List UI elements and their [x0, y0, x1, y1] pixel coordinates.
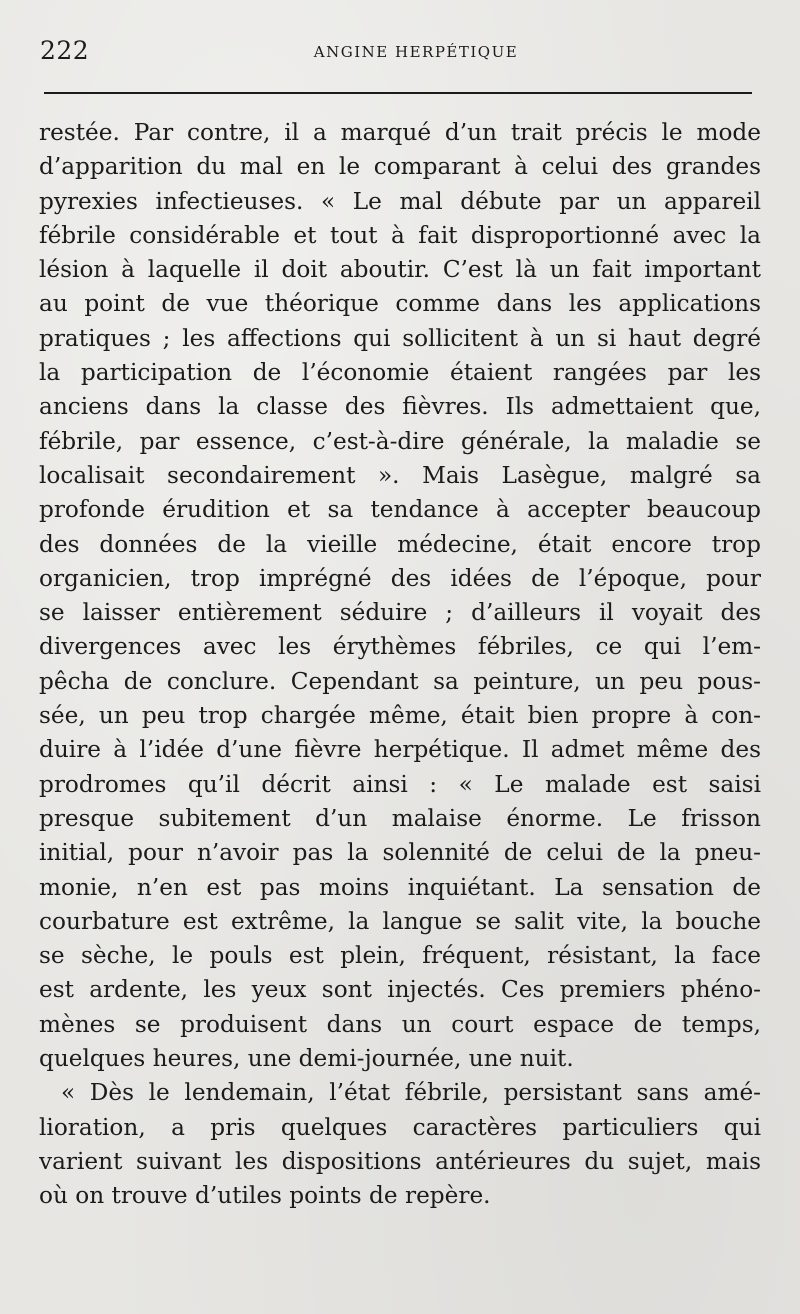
text-line: restée. Par contre, il a marqué d’un trait précis le mode — [39, 119, 761, 146]
text-line: divergences avec les érythèmes fébriles, ce qui l’em- — [39, 633, 761, 661]
body-text — [39, 116, 761, 1214]
text-line: localisait secondairement ». Mais Lasègue, malgré sa — [39, 461, 761, 489]
text-line: sée, un peu trop chargée même, était bien propre à con- — [39, 702, 761, 730]
text-line: profonde érudition et sa tendance à accepter beaucoup — [39, 496, 761, 524]
paragraph-start-line: « Dès le lendemain, l’état fébrile, persistant sans amé- — [61, 1079, 761, 1107]
running-title: ANGINE HERPÉTIQUE — [313, 43, 519, 61]
text-line: pêcha de conclure. Cependant sa peinture, un peu pous- — [39, 667, 761, 695]
text-line: est ardente, les yeux sont injectés. Ces premiers phéno- — [39, 976, 761, 1004]
text-line: organicien, trop imprégné des idées de l’époque, pour — [39, 564, 761, 592]
text-line: pratiques ; les affections qui sollicitent à un si haut degré — [39, 324, 761, 352]
text-line: d’apparition du mal en le comparant à celui des grandes — [39, 153, 761, 181]
text-line: lioration, a pris quelques caractères particuliers qui — [39, 1113, 761, 1141]
text-line: au point de vue théorique comme dans les applications — [39, 290, 761, 318]
page-number: 222 — [40, 36, 90, 65]
text-line: se sèche, le pouls est plein, fréquent, résistant, la face — [39, 942, 761, 970]
text-line: fébrile, par essence, c’est-à-dire générale, la maladie se — [39, 427, 761, 455]
text-line: des données de la vieille médecine, était encore trop — [39, 530, 761, 558]
text-line: la participation de l’économie étaient rangées par les — [39, 359, 761, 387]
text-line: initial, pour n’avoir pas la solennité de celui de la pneu- — [39, 839, 761, 867]
text-line: duire à l’idée d’une fièvre herpétique. Il admet même des — [39, 736, 761, 764]
text-line: varient suivant les dispositions antérieures du sujet, mais — [39, 1147, 761, 1175]
text-line: anciens dans la classe des fièvres. Ils admettaient que, — [39, 393, 761, 421]
text-line: lésion à laquelle il doit aboutir. C’est là un fait important — [39, 256, 761, 284]
text-line: fébrile considérable et tout à fait disproportionné avec la — [39, 221, 761, 249]
paragraph-end-line: quelques heures, une demi-journée, une nuit. — [39, 1045, 574, 1073]
text-line: courbature est extrême, la langue se salit vite, la bouche — [39, 907, 761, 935]
text-line: prodromes qu’il décrit ainsi : « Le malade est saisi — [39, 770, 761, 798]
text-line: se laisser entièrement séduire ; d’ailleurs il voyait des — [39, 599, 761, 627]
text-line: pyrexies infectieuses. « Le mal débute par un appareil — [39, 187, 761, 215]
text-line: mènes se produisent dans un court espace de temps, — [39, 1010, 761, 1038]
header-rule — [44, 92, 752, 94]
page-header — [40, 30, 752, 70]
paragraph-end-line: où on trouve d’utiles points de repère. — [39, 1182, 491, 1210]
text-line: presque subitement d’un malaise énorme. Le frisson — [39, 804, 761, 832]
text-line: monie, n’en est pas moins inquiétant. La sensation de — [39, 873, 761, 901]
